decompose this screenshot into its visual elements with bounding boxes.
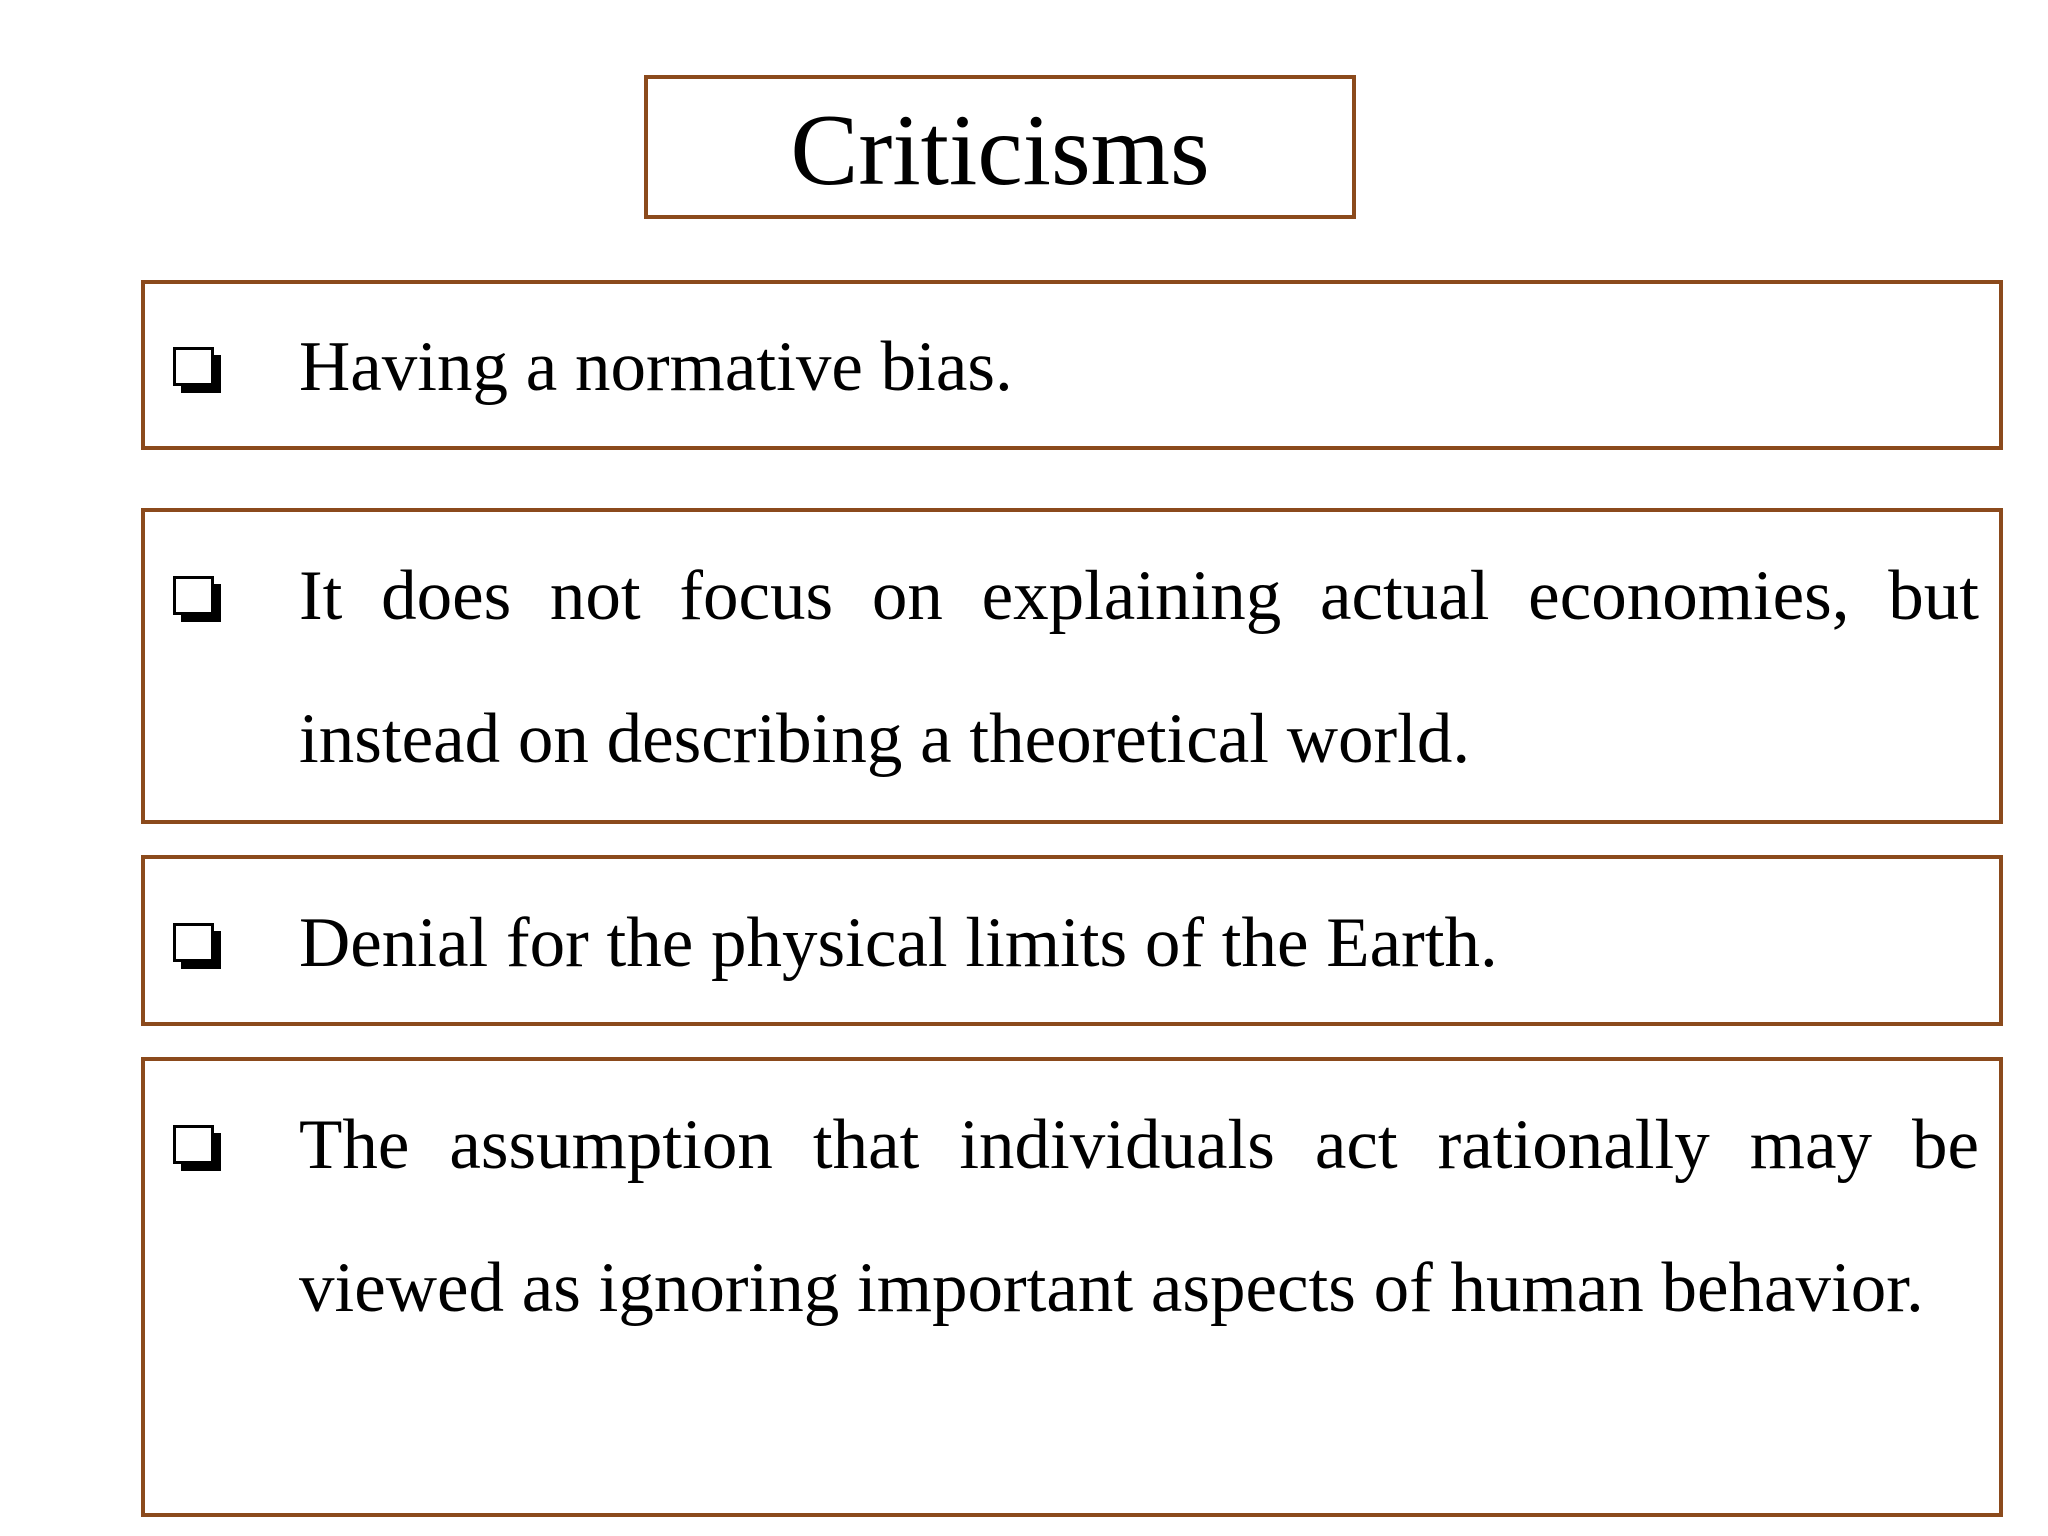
criticism-text-4: The assumption that individuals act rationally may be viewed as ignoring important aspects of human behavior. xyxy=(299,1106,1979,1327)
criticism-text-3: Denial for the physical limits of the Earth. xyxy=(299,904,1498,982)
criticism-text-1: Having a normative bias. xyxy=(299,328,1013,406)
criticism-item-1 xyxy=(141,280,2003,450)
criticism-text-2: It does not focus on explaining actual economies, but instead on describing a theoretical world. xyxy=(299,557,1979,778)
hollow-square-bullet-icon xyxy=(173,923,221,969)
criticism-item-2 xyxy=(141,508,2003,824)
criticism-item-3 xyxy=(141,855,2003,1026)
hollow-square-bullet-icon xyxy=(173,576,221,622)
page-title: Criticisms xyxy=(790,94,1210,207)
title-box xyxy=(644,75,1356,219)
hollow-square-bullet-icon xyxy=(173,1125,221,1171)
criticism-item-4 xyxy=(141,1057,2003,1517)
hollow-square-bullet-icon xyxy=(173,347,221,393)
